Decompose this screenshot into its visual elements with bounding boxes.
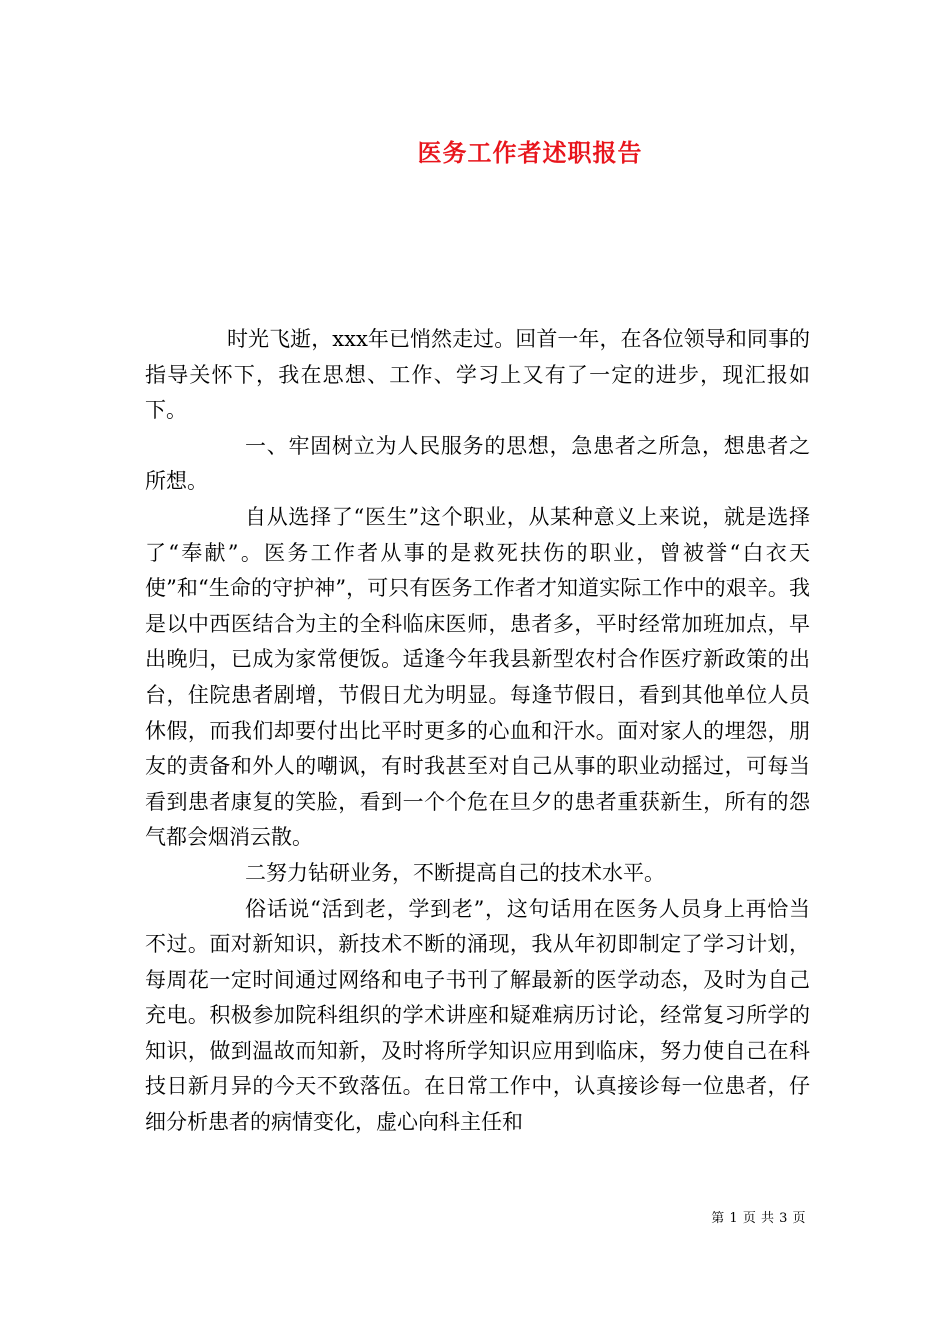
- document-body: [145, 322, 810, 1141]
- paragraph-section-2: 俗话说“活到老，学到老”，这句话用在医务人员身上再恰当不过。面对新知识，新技术不断的涌现，我从年初即制定了学习计划，每周花一定时间通过网络和电子书刊了解最新的医学动态，及时为自己充电。积极参加院科组织的学术讲座和疑难病历讨论，经常复习所学的知识，做到温故而知新，及时将所学知识应用到临床，努力使自己在科技日新月异的今天不致落伍。在日常工作中，认真接诊每一位患者，仔细分析患者的病情变化，虚心向科主任和: [145, 896, 810, 1135]
- paragraph-intro: 时光飞逝，xxx年已悄然走过。回首一年，在各位领导和同事的指导关怀下，我在思想、工作、学习上又有了一定的进步，现汇报如下。: [145, 327, 810, 423]
- section-heading-1: 一、牢固树立为人民服务的思想，急患者之所急，想患者之所想。: [145, 433, 810, 494]
- page-number-footer: 第 1 页 共 3 页: [711, 1211, 806, 1226]
- section-heading-2: 二努力钻研业务，不断提高自己的技术水平。: [245, 860, 665, 885]
- paragraph-section-1: 自从选择了“医生”这个职业，从某种意义上来说，就是选择了“奉献”。医务工作者从事的是救死扶伤的职业，曾被誉“白衣天使”和“生命的守护神”，可只有医务工作者才知道实际工作中的艰辛。我是以中西医结合为主的全科临床医师，患者多，平时经常加班加点，早出晚归，已成为家常便饭。适逢今年我县新型农村合作医疗新政策的出台，住院患者剧增，节假日尤为明显。每逢节假日，看到其他单位人员休假，而我们却要付出比平时更多的心血和汗水。面对家人的埋怨，朋友的责备和外人的嘲讽，有时我甚至对自己从事的职业动摇过，可每当看到患者康复的笑脸，看到一个个危在旦夕的患者重获新生，所有的怨气都会烟消云散。: [145, 504, 810, 850]
- document-title: 医务工作者述职报告: [417, 138, 643, 167]
